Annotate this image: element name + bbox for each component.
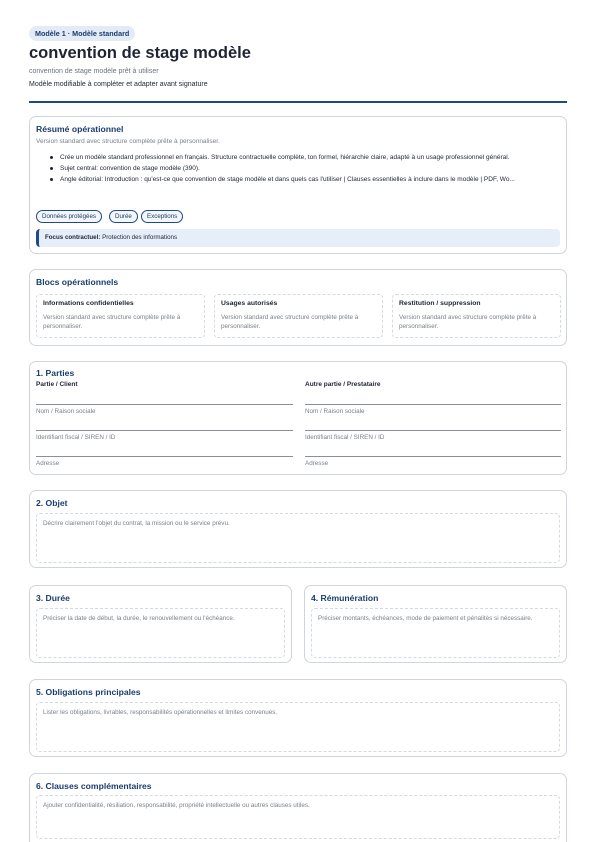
- blocks-card: [29, 269, 567, 346]
- objet-title: 2. Objet: [36, 498, 68, 508]
- provider-heading: Autre partie / Prestataire: [305, 381, 381, 388]
- summary-intro: Version standard avec structure complète prête à personnaliser.: [36, 138, 220, 145]
- provider-id-label: Identifiant fiscal / SIREN / ID: [305, 434, 385, 441]
- clauses-title: 6. Clauses complémentaires: [36, 781, 152, 791]
- block-text: Version standard avec structure complète prête à personnaliser.: [43, 314, 181, 330]
- focus-label: Focus contractuel:: [45, 234, 101, 241]
- client-id-label: Identifiant fiscal / SIREN / ID: [36, 434, 116, 441]
- client-heading: Partie / Client: [36, 381, 78, 388]
- block-title: Usages autorisés: [221, 300, 278, 307]
- remuneration-card: [304, 585, 567, 663]
- obligations-card: [29, 679, 567, 757]
- summary-bullet: Sujet central: convention de stage modèle (390).: [48, 164, 556, 173]
- block-restitution: [392, 294, 561, 338]
- obligations-textarea[interactable]: Lister les obligations, livrables, responsabilités opérationnelles et limites convenues.: [36, 702, 560, 752]
- client-name-line[interactable]: [36, 404, 293, 405]
- clauses-textarea[interactable]: Ajouter confidentialité, résiliation, responsabilité, propriété intellectuelle ou autres clauses utiles.: [36, 795, 560, 839]
- chip-duration[interactable]: Durée: [109, 210, 138, 223]
- page-description: Modèle modifiable à compléter et adapter avant signature: [29, 81, 208, 88]
- chip-protected-data[interactable]: Données protégées: [36, 210, 102, 223]
- block-text: Version standard avec structure complète prête à personnaliser.: [221, 314, 359, 330]
- blocks-title: Blocs opérationnels: [36, 277, 119, 287]
- block-title: Informations confidentielles: [43, 300, 134, 307]
- focus-callout: [36, 229, 560, 247]
- focus-value: Protection des informations: [102, 234, 178, 241]
- parties-title: 1. Parties: [36, 368, 75, 378]
- block-title: Restitution / suppression: [399, 300, 481, 307]
- duree-title: 3. Durée: [36, 593, 70, 603]
- header-divider: [29, 101, 567, 103]
- summary-bullet: Crée un modèle standard professionnel en français. Structure contractuelle complète, ton formel, hiérarchie claire, adapté à un usage professionnel général.: [48, 153, 556, 162]
- summary-bullet: Angle éditorial: Introduction : qu'est-ce que convention de stage modèle et dans quels cas l'utiliser | Clauses essentielles à inclure dans le modèle | PDF, Wo...: [48, 175, 556, 184]
- provider-name-line[interactable]: [305, 404, 561, 405]
- chip-exceptions[interactable]: Exceptions: [141, 210, 183, 223]
- obligations-title: 5. Obligations principales: [36, 687, 141, 697]
- block-confidential-info: [36, 294, 205, 338]
- summary-bullets: [48, 153, 556, 186]
- client-id-line[interactable]: [36, 430, 293, 431]
- template-badge: Modèle 1 · Modèle standard: [29, 26, 135, 41]
- clauses-card: [29, 773, 567, 842]
- page-subtitle: convention de stage modèle prêt à utiliser: [29, 68, 159, 75]
- summary-card: [29, 116, 567, 254]
- provider-name-label: Nom / Raison sociale: [305, 408, 365, 415]
- objet-textarea[interactable]: Décrire clairement l'objet du contrat, la mission ou le service prévu.: [36, 513, 560, 563]
- summary-title: Résumé opérationnel: [36, 124, 124, 134]
- client-address-label: Adresse: [36, 460, 60, 467]
- block-text: Version standard avec structure complète prête à personnaliser.: [399, 314, 537, 330]
- remuneration-textarea[interactable]: Préciser montants, échéances, mode de paiement et pénalités si nécessaire.: [311, 608, 560, 658]
- parties-card: [29, 361, 567, 475]
- remuneration-title: 4. Rémunération: [311, 593, 379, 603]
- provider-address-line[interactable]: [305, 456, 561, 457]
- client-name-label: Nom / Raison sociale: [36, 408, 96, 415]
- provider-address-label: Adresse: [305, 460, 329, 467]
- page-title: convention de stage modèle: [29, 44, 251, 62]
- objet-card: [29, 490, 567, 568]
- block-authorized-uses: [214, 294, 383, 338]
- duree-textarea[interactable]: Préciser la date de début, la durée, le renouvellement ou l'échéance.: [36, 608, 285, 658]
- client-address-line[interactable]: [36, 456, 293, 457]
- provider-id-line[interactable]: [305, 430, 561, 431]
- duree-card: [29, 585, 292, 663]
